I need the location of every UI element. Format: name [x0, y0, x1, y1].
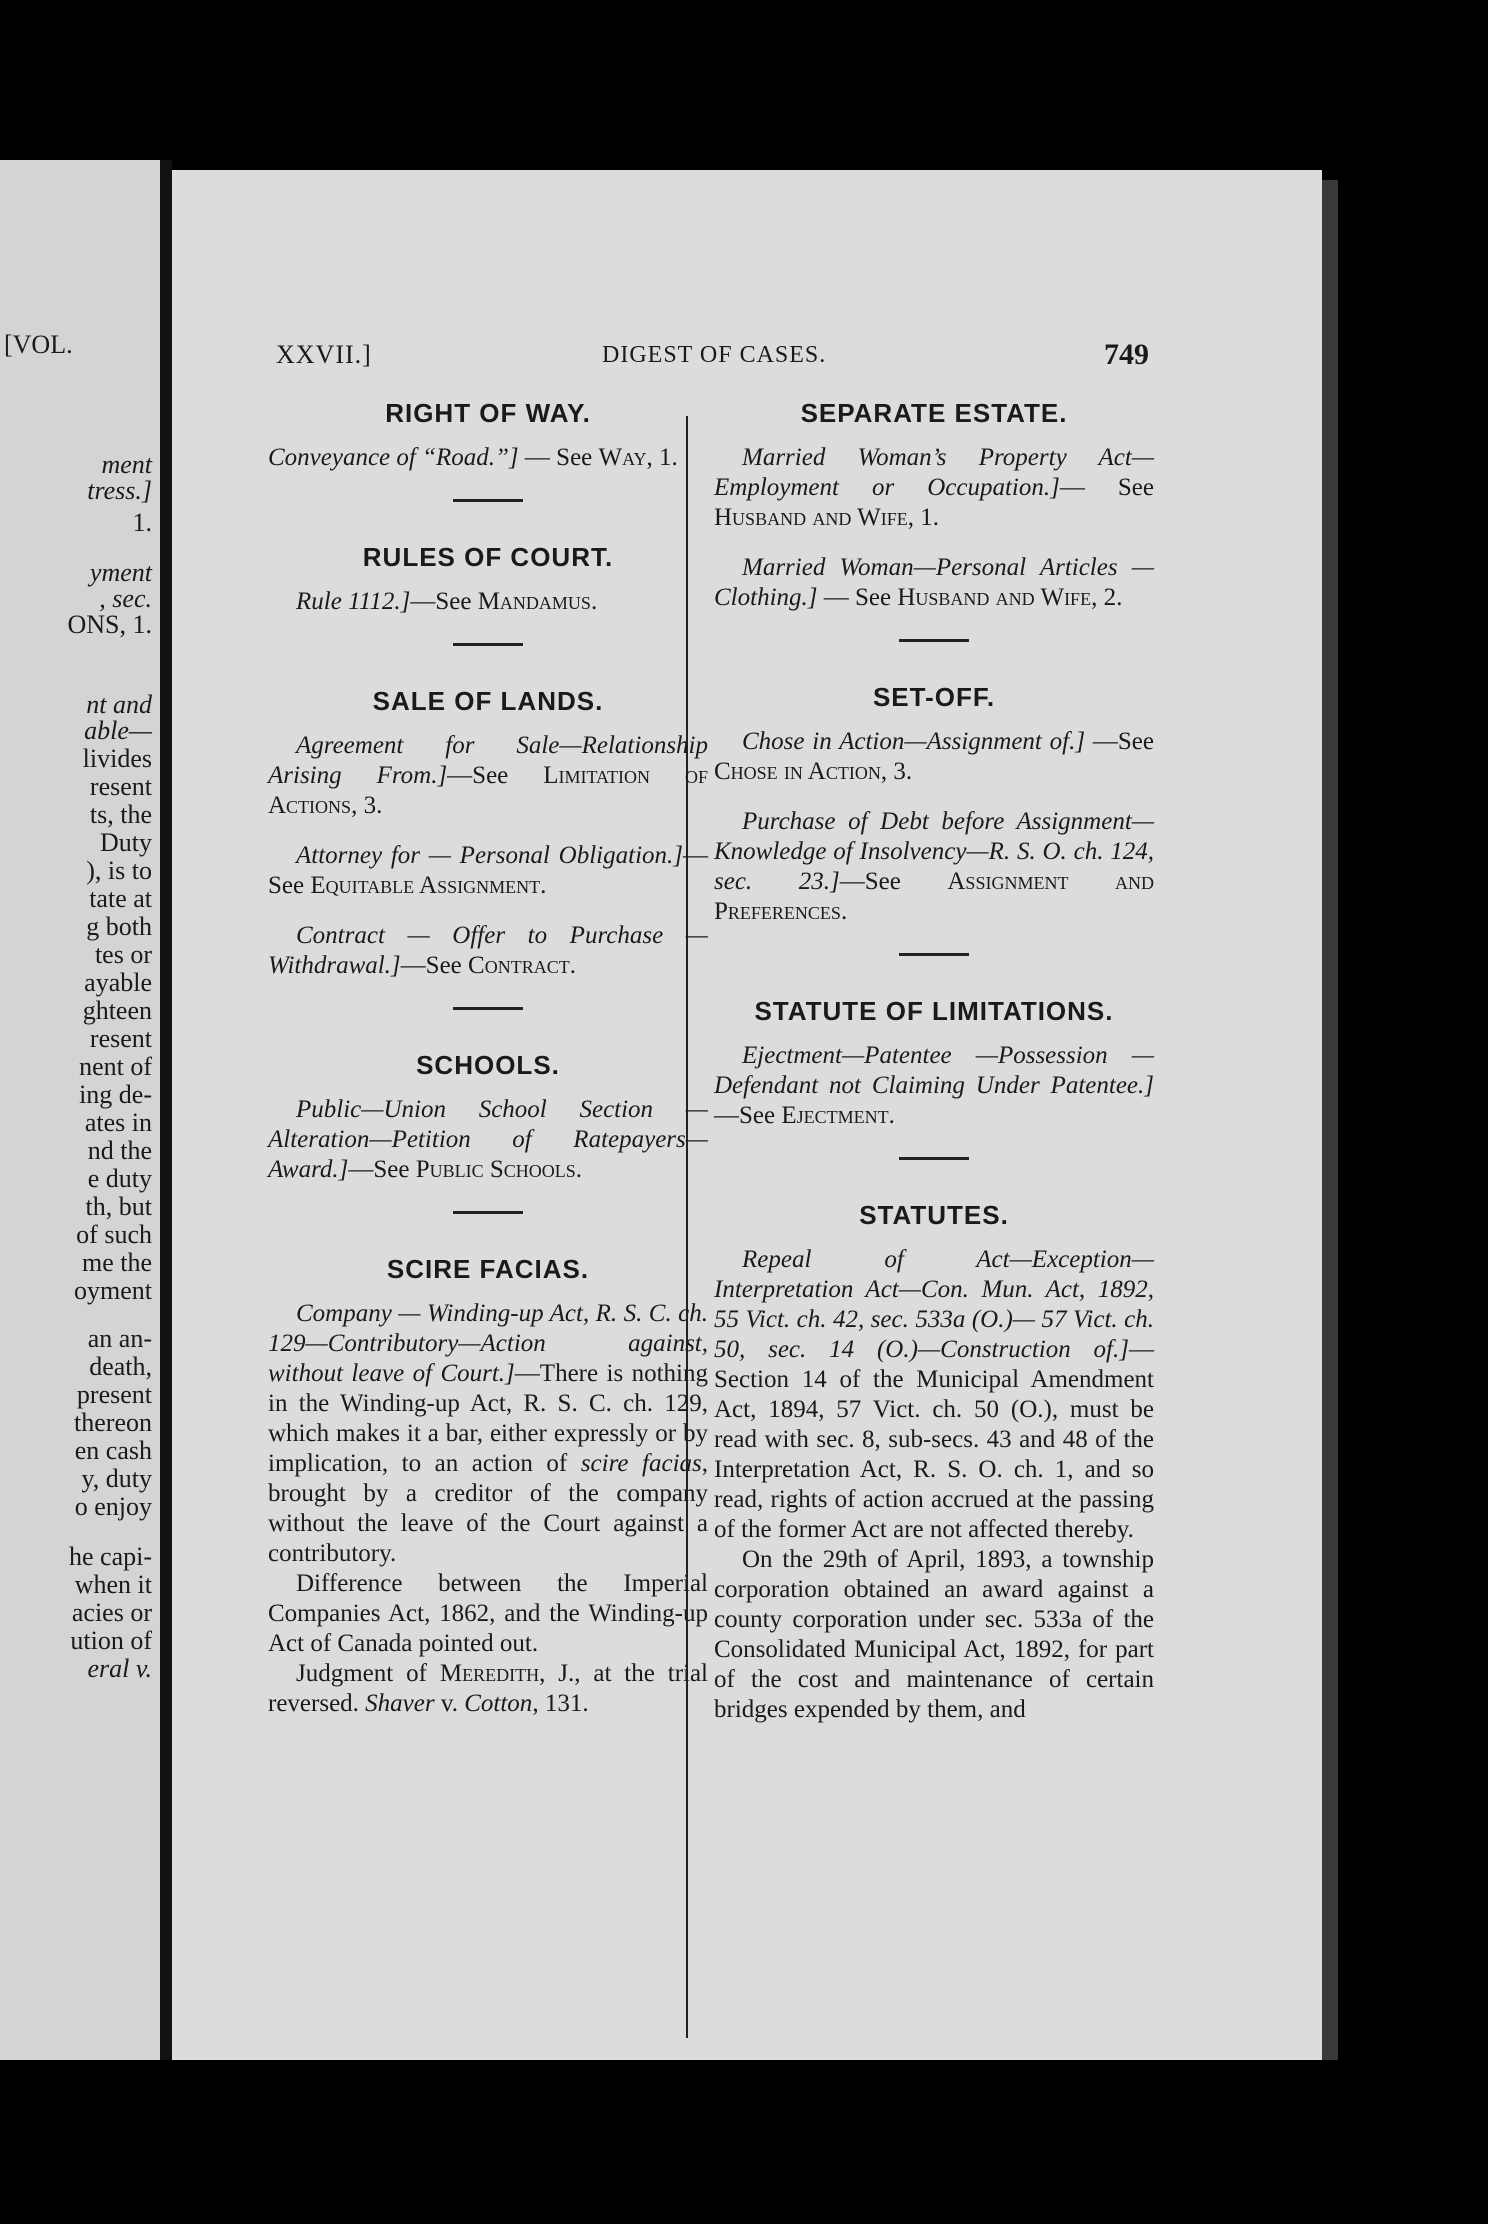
- entry-subject: Company — Winding-up Act, R. S. C. ch. 129—Contributory—Action against, without leave of Court.]: [268, 1300, 708, 1387]
- heading-sale-of-lands: SALE OF LANDS.: [372, 686, 604, 716]
- judge-name: Meredith: [439, 1660, 540, 1687]
- entry-subject: Attorney for — Personal Obligation.]: [296, 842, 683, 869]
- heading-schools: SCHOOLS.: [416, 1050, 560, 1080]
- case-party: Shaver: [365, 1690, 435, 1717]
- page-edge: [1322, 180, 1338, 2060]
- main-page: [172, 170, 1322, 2060]
- case-party: Cotton: [464, 1690, 533, 1717]
- entry-subject: Rule 1112.]: [296, 588, 411, 615]
- previous-page-fragment: resent: [89, 1024, 152, 1053]
- entry-right-of-way: [268, 443, 708, 473]
- previous-page-fragment: livides: [82, 744, 152, 773]
- previous-page-fragment: oyment: [74, 1276, 152, 1305]
- entry-ref: Limitation of Actions: [268, 762, 708, 819]
- previous-page-fragment: o enjoy: [74, 1492, 152, 1521]
- previous-page-fragment: death,: [89, 1352, 152, 1381]
- entry-sale-of-lands-1: [268, 731, 708, 821]
- previous-page-fragment: tress.]: [87, 476, 152, 505]
- previous-page-fragment: tate at: [89, 884, 152, 913]
- section-rule: [453, 499, 523, 502]
- entry-see: —See: [839, 868, 948, 895]
- previous-page-fragment: tes or: [94, 940, 152, 969]
- page-gutter: [160, 160, 172, 2060]
- entry-see: —See: [714, 1102, 782, 1129]
- entry-see: —See: [400, 952, 469, 979]
- entry-see: —See: [348, 1156, 416, 1183]
- section-rule: [453, 1007, 523, 1010]
- entry-subject: Purchase of Debt before Assignment—Knowledge of Insolvency—R. S. O. ch. 124, sec. 23.]: [714, 808, 1154, 895]
- previous-page-fragment: eral v.: [87, 1654, 152, 1683]
- entry-set-off-2: [714, 807, 1154, 927]
- entry-subject: Married Woman—Personal Articles — Clothing.]: [714, 554, 1154, 611]
- entry-see: —See: [268, 842, 708, 899]
- entry-ref: Way: [598, 444, 647, 471]
- entry-subject: Repeal of Act—Exception—Interpretation Act—Con. Mun. Act, 1892, 55 Vict. ch. 42, sec. 533a (O.)— 57 Vict. ch. 50, sec. 14 (O.)—Construction of.]: [714, 1246, 1154, 1363]
- entry-subject: Ejectment—Patentee —Possession —Defendant not Claiming Under Patentee.]: [714, 1042, 1154, 1099]
- entry-separate-estate-1: [714, 443, 1154, 533]
- statutes-paragraph-2: On the 29th of April, 1893, a township corporation obtained an award against a county corporation under sec. 533a of the Consolidated Municipal Act, 1892, for part of the cost and maintenance of certain bridges expended by them, and: [714, 1546, 1154, 1723]
- entry-statutes: [714, 1245, 1154, 1545]
- entry-subject: Public—Union School Section — Alteration—Petition of Ratepayers— Award.]: [268, 1096, 708, 1183]
- previous-page-fragment: ution of: [70, 1626, 152, 1655]
- entry-statute-of-limitations: [714, 1041, 1154, 1131]
- entry-rules-of-court: [268, 587, 708, 617]
- entry-subject: Chose in Action—Assignment of.]: [742, 728, 1086, 755]
- entry-num: .: [540, 872, 547, 899]
- previous-page-fragment: en cash: [74, 1436, 152, 1465]
- entry-ref: Mandamus: [477, 588, 591, 615]
- page-number: 749: [1104, 338, 1149, 371]
- entry-scire-facias: [268, 1299, 708, 1569]
- entry-schools: [268, 1095, 708, 1185]
- previous-page-fragment: ayable: [84, 968, 152, 997]
- entry-sale-of-lands-3: [268, 921, 708, 981]
- text: Judgment of: [296, 1660, 440, 1687]
- scire-facias-paragraph-2: Difference between the Imperial Companies Act, 1862, and the Winding-up Act of Canada pointed out.: [268, 1570, 708, 1657]
- entry-subject: Married Woman’s Property Act— Employment or Occupation.]: [714, 444, 1154, 501]
- previous-page-fragment: g both: [86, 912, 152, 941]
- section-rule: [899, 953, 969, 956]
- scire-facias-paragraph-3: [268, 1659, 708, 1719]
- entry-subject: Conveyance of “Road.”]: [268, 444, 519, 471]
- entry-see: — See: [518, 444, 599, 471]
- entry-ref: Public Schools: [415, 1156, 576, 1183]
- entry-see: —See: [1085, 728, 1154, 755]
- text: , J., at the trial reversed.: [268, 1660, 709, 1717]
- entry-body: —Section 14 of the Municipal Amendment Act, 1894, 57 Vict. ch. 50 (O.), must be read with sec. 8, sub-secs. 43 and 48 of the Interpretation Act, R. S. O. ch. 1, and so read, rights of action accrued at the passing of the former Act are not affected thereby.: [714, 1336, 1154, 1543]
- entry-ref: Assignment and Preferences: [714, 868, 1154, 925]
- entry-see: — See: [1059, 474, 1154, 501]
- previous-page-fragment: thereon: [74, 1408, 152, 1437]
- previous-page-fragment: nt and: [86, 690, 152, 719]
- running-head-title: DIGEST OF CASES.: [602, 342, 827, 368]
- previous-page-fragment: ONS, 1.: [67, 610, 152, 639]
- previous-page-fragment: ment: [101, 450, 152, 479]
- entry-ref: Husband and Wife: [897, 584, 1092, 611]
- entry-num: , 1.: [646, 444, 678, 471]
- entry-num: , 2.: [1091, 584, 1123, 611]
- entry-num: , 3.: [880, 758, 913, 785]
- heading-right-of-way: RIGHT OF WAY.: [385, 398, 591, 428]
- entry-ref: Ejectment: [781, 1102, 889, 1129]
- previous-page-fragment: when it: [74, 1570, 152, 1599]
- entry-see: —See: [447, 762, 544, 789]
- previous-page-fragment: yment: [89, 558, 152, 587]
- entry-num: .: [569, 952, 576, 979]
- section-rule: [453, 643, 523, 646]
- right-column: [714, 398, 1154, 1725]
- entry-num: .: [888, 1102, 895, 1129]
- heading-statute-of-limitations: STATUTE OF LIMITATIONS.: [754, 996, 1114, 1026]
- heading-scire-facias: SCIRE FACIAS.: [386, 1254, 590, 1284]
- previous-page-fragment: [VOL.: [4, 330, 73, 359]
- previous-page-fragment: th, but: [85, 1192, 152, 1221]
- previous-page-fragment: ghteen: [82, 996, 152, 1025]
- previous-page-fragment: ), is to: [86, 856, 152, 885]
- entry-ref: Husband and Wife: [714, 504, 908, 531]
- previous-page-fragment: nd the: [87, 1136, 152, 1165]
- entry-body: —There is nothing in the Winding-up Act, R. S. C. ch. 129, which makes it a bar, either expressly or by implication, to an action of: [268, 1360, 708, 1477]
- entry-num: .: [575, 1156, 583, 1183]
- previous-page-fragment: he capi-: [68, 1542, 152, 1571]
- section-rule: [453, 1211, 523, 1214]
- section-rule: [899, 639, 969, 642]
- entry-num: .: [590, 588, 598, 615]
- entry-body-italic: scire facias: [580, 1450, 702, 1477]
- previous-page-fragment: nent of: [79, 1052, 152, 1081]
- previous-page-fragment: Duty: [100, 828, 152, 857]
- previous-page-fragment: resent: [89, 772, 152, 801]
- previous-page-fragment: 1.: [132, 508, 152, 537]
- text: , 131.: [532, 1690, 589, 1717]
- running-head-volume: XXVII.]: [276, 340, 372, 369]
- previous-page-fragment: acies or: [71, 1598, 152, 1627]
- previous-page-fragment: , sec.: [99, 584, 152, 613]
- heading-rules-of-court: RULES OF COURT.: [362, 542, 614, 572]
- entry-ref: Equitable Assignment: [310, 872, 541, 899]
- previous-page-fragment: able—: [84, 716, 152, 745]
- entry-subject: Agreement for Sale—Relationship Arising From.]: [268, 732, 708, 789]
- previous-page-fragment: e duty: [87, 1164, 152, 1193]
- heading-set-off: SET-OFF.: [872, 682, 996, 712]
- previous-page-fragment: me the: [81, 1248, 152, 1277]
- previous-page-fragment: y, duty: [81, 1464, 152, 1493]
- entry-see: — See: [817, 584, 898, 611]
- previous-page-fragment: ts, the: [89, 800, 152, 829]
- section-rule: [899, 1157, 969, 1160]
- previous-page-fragment: of such: [76, 1220, 152, 1249]
- entry-num: , 3.: [351, 792, 383, 819]
- entry-separate-estate-2: [714, 553, 1154, 613]
- previous-page-fragment: present: [76, 1380, 152, 1409]
- previous-page-fragment: ing de-: [79, 1080, 152, 1109]
- entry-ref: Chose in Action: [714, 758, 881, 785]
- entry-num: , 1.: [907, 504, 939, 531]
- heading-statutes: STATUTES.: [859, 1200, 1009, 1230]
- heading-separate-estate: SEPARATE ESTATE.: [800, 398, 1068, 428]
- entry-ref: Contract: [468, 952, 570, 979]
- entry-num: .: [840, 898, 848, 925]
- left-column: [268, 398, 708, 1719]
- entry-see: —See: [410, 588, 478, 615]
- entry-subject: Contract — Offer to Purchase — Withdrawal.]: [268, 922, 708, 979]
- entry-sale-of-lands-2: [268, 841, 708, 901]
- previous-page-fragment: ates in: [84, 1108, 152, 1137]
- entry-body-end: , brought by a creditor of the company without the leave of the Court against a contributory.: [268, 1450, 708, 1567]
- text: v.: [434, 1690, 465, 1717]
- previous-page-strip: [0, 160, 160, 2060]
- previous-page-fragment: an an-: [87, 1324, 152, 1353]
- entry-set-off-1: [714, 727, 1154, 787]
